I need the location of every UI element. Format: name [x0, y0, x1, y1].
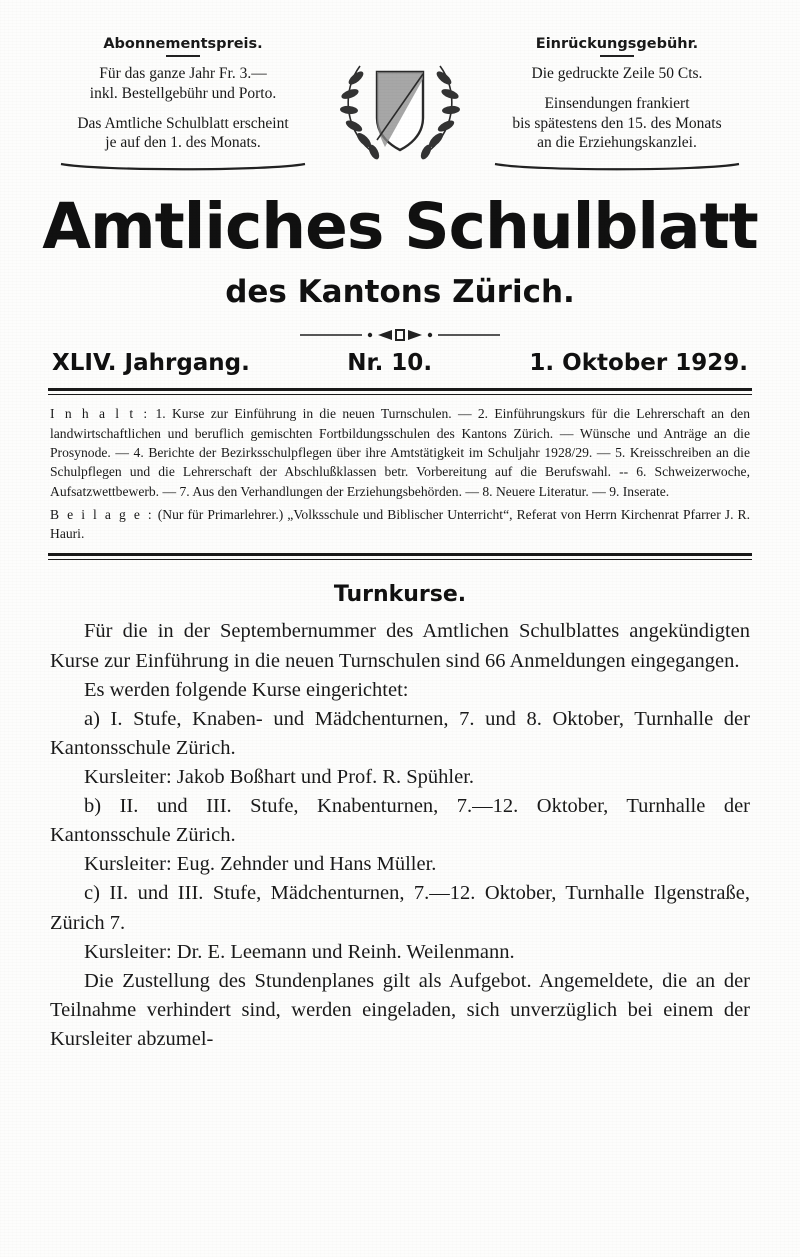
- subscription-line-2: inkl. Bestellgebühr und Porto.: [89, 84, 277, 102]
- article-turnkurse: [0, 582, 800, 1054]
- publication-line-2: je auf den 1. des Monats.: [105, 134, 261, 152]
- article-paragraph: c) II. und III. Stufe, Mädchenturnen, 7.—12. Oktober, Turnhalle Ilgenstraße, Zürich 7.: [50, 882, 750, 934]
- subscription-price-heading: Abonnementspreis.: [103, 36, 263, 52]
- contents-text: 1. Kurse zur Einführung in die neuen Turnschulen. — 2. Einführungskurs für die Lehrerschaft an den landwirtschaftlichen und beruflich gemischten Fortbildungsschulen des Kantons Zürich. — Wünsche und Anträge an die Prosynode. — 4. Berichte der Bezirksschulpflegen über ihre Amtstätigkeit im Schuljahr 1928/29. — 5. Kreisschreiben an die Schulpflegen und die Lehrerschaft der Abschlußklassen betr. Vorbereitung auf die Berufswahl. -- 6. Schweizerwoche, Aufsatzwettbewerb. — 7. Aus den Verhandlungen der Erziehungsbehörden. — 8. Neuere Literatur. — 9. Inserate.: [50, 406, 750, 499]
- page-subtitle: des Kantons Zürich.: [225, 274, 575, 311]
- supplement-label: B e i l a g e :: [50, 506, 154, 522]
- article-paragraph: Es werden folgende Kurse eingerichtet:: [84, 678, 409, 701]
- submission-line-2: bis spätestens den 15. des Monats: [512, 114, 722, 132]
- issue-line: [0, 348, 800, 376]
- subscription-price-block: [48, 36, 318, 177]
- issue-date: 1. Oktober 1929.: [529, 350, 748, 377]
- double-rule-top: [48, 388, 752, 395]
- masthead: [0, 0, 800, 177]
- contents-paragraph: [50, 404, 750, 500]
- contents-label: I n h a l t :: [50, 406, 150, 422]
- advertising-line-1: Die gedruckte Zeile 50 Cts.: [531, 65, 703, 82]
- supplement-paragraph: [50, 505, 750, 544]
- article-paragraph: b) II. und III. Stufe, Knabenturnen, 7.—12. Oktober, Turnhalle der Kantonsschule Zürich.: [50, 795, 750, 847]
- ornamental-divider-icon: [0, 326, 800, 342]
- article-paragraph: Kursleiter: Jakob Boßhart und Prof. R. Spühler.: [84, 765, 475, 788]
- right-curved-rule: [493, 162, 741, 172]
- page-title: Amtliches Schulblatt: [42, 190, 758, 264]
- advertising-fee-block: [482, 36, 752, 177]
- left-curved-rule: [59, 162, 307, 172]
- article-paragraph: a) I. Stufe, Knaben- und Mädchenturnen, 7. und 8. Oktober, Turnhalle der Kantonsschule Zürich.: [50, 707, 750, 759]
- article-paragraph: Kursleiter: Eug. Zehnder und Hans Müller.: [84, 853, 437, 876]
- volume-label: XLIV. Jahrgang.: [52, 350, 250, 377]
- advertising-fee-heading: Einrückungsgebühr.: [535, 36, 699, 52]
- zurich-coat-of-arms-icon: [325, 36, 475, 174]
- double-rule-bottom: [48, 553, 752, 560]
- article-paragraph: Für die in der Septembernummer des Amtlichen Schulblattes angekündigten Kurse zur Einführung in die neuen Turnschulen sind 66 Anmeldungen eingegangen.: [50, 620, 750, 672]
- heading-underline: [166, 55, 200, 57]
- subscription-line-1: Für das ganze Jahr Fr. 3.—: [99, 65, 267, 82]
- issue-number: Nr. 10.: [347, 350, 433, 377]
- article-title: Turnkurse.: [333, 582, 467, 608]
- supplement-text: (Nur für Primarlehrer.) „Volksschule und Biblischer Unterricht“, Referat von Herrn Kirchenrat Pfarrer J. R. Hauri.: [50, 506, 750, 542]
- heading-underline: [600, 55, 634, 57]
- table-of-contents: [0, 395, 800, 543]
- submission-line-3: an die Erziehungskanzlei.: [537, 134, 697, 152]
- publication-line-1: Das Amtliche Schulblatt erscheint: [77, 114, 289, 132]
- article-paragraph: Kursleiter: Dr. E. Leemann und Reinh. Weilenmann.: [84, 940, 515, 963]
- article-paragraph: Die Zustellung des Stundenplanes gilt als Aufgebot. Angemeldete, die an der Teilnahme verhindert sind, werden eingeladen, sich unverzüglich bei einem der Kursleiter abzumel-: [50, 969, 750, 1050]
- submission-line-1: Einsendungen frankiert: [544, 94, 690, 112]
